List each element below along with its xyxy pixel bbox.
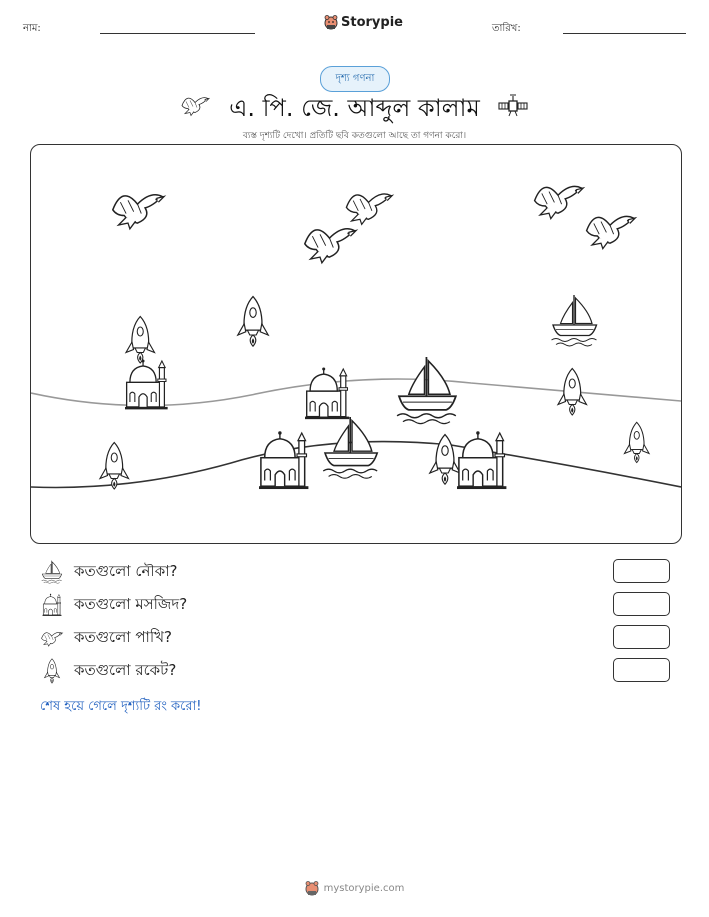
mosque-icon (457, 431, 506, 489)
question-rockets (40, 658, 176, 684)
answer-box-mosques[interactable] (613, 592, 670, 616)
coloring-note: শেষ হয়ে গেলে দৃশ্যটি রং করো! (40, 699, 202, 714)
satellite-icon (498, 94, 528, 118)
storypie-logo-icon (305, 880, 319, 896)
boat-icon (397, 357, 456, 424)
date-line[interactable] (563, 33, 686, 34)
boat-icon (323, 417, 377, 478)
question-text: কতগুলো রকেট? (74, 660, 177, 679)
rocket-icon (126, 317, 155, 364)
rocket-icon (430, 435, 460, 485)
answer-box-boats[interactable] (613, 559, 670, 583)
brand-name: Storypie (341, 14, 403, 30)
brand-logo (324, 14, 403, 30)
mosque-icon (305, 367, 349, 419)
footer-url[interactable]: mystorypie.com (323, 882, 405, 894)
mosque-icon (259, 431, 308, 489)
instructions: ব্যস্ত দৃশ্যটি দেখো। প্রতিটি ছবি কতগুলো আছে তা গণনা করো। (242, 131, 467, 141)
name-line[interactable] (100, 33, 255, 34)
bird-icon (587, 216, 636, 248)
bird-icon (40, 626, 64, 650)
bird-icon (305, 229, 356, 263)
question-birds (40, 625, 172, 651)
mosque-icon (125, 360, 168, 410)
rocket-icon (100, 443, 129, 490)
boat-icon (40, 560, 64, 584)
scene-count-badge: দৃশ্য গণনা (320, 66, 390, 92)
counting-scene (30, 144, 682, 544)
question-text: কতগুলো মসজিদ? (74, 594, 188, 613)
question-mosques (40, 592, 187, 618)
question-text: কতগুলো নৌকা? (74, 561, 178, 580)
bird-icon (346, 194, 392, 224)
date-label: তারিখ: (492, 23, 521, 34)
boat-icon (552, 295, 597, 346)
page-title: এ. পি. জে. আব্দুল কালাম (229, 94, 480, 122)
answer-box-birds[interactable] (613, 625, 670, 649)
bird-icon (535, 186, 584, 218)
answer-box-rockets[interactable] (613, 658, 670, 682)
rocket-icon (40, 658, 64, 684)
rocket-icon (238, 297, 268, 347)
question-text: কতগুলো পাখি? (74, 627, 173, 646)
bird-icon (113, 195, 164, 229)
rocket-icon (624, 422, 649, 462)
storypie-logo-icon (324, 14, 338, 30)
name-label: নাম: (23, 23, 41, 34)
question-boats (40, 559, 178, 585)
mosque-icon (40, 593, 64, 617)
footer (0, 880, 709, 896)
